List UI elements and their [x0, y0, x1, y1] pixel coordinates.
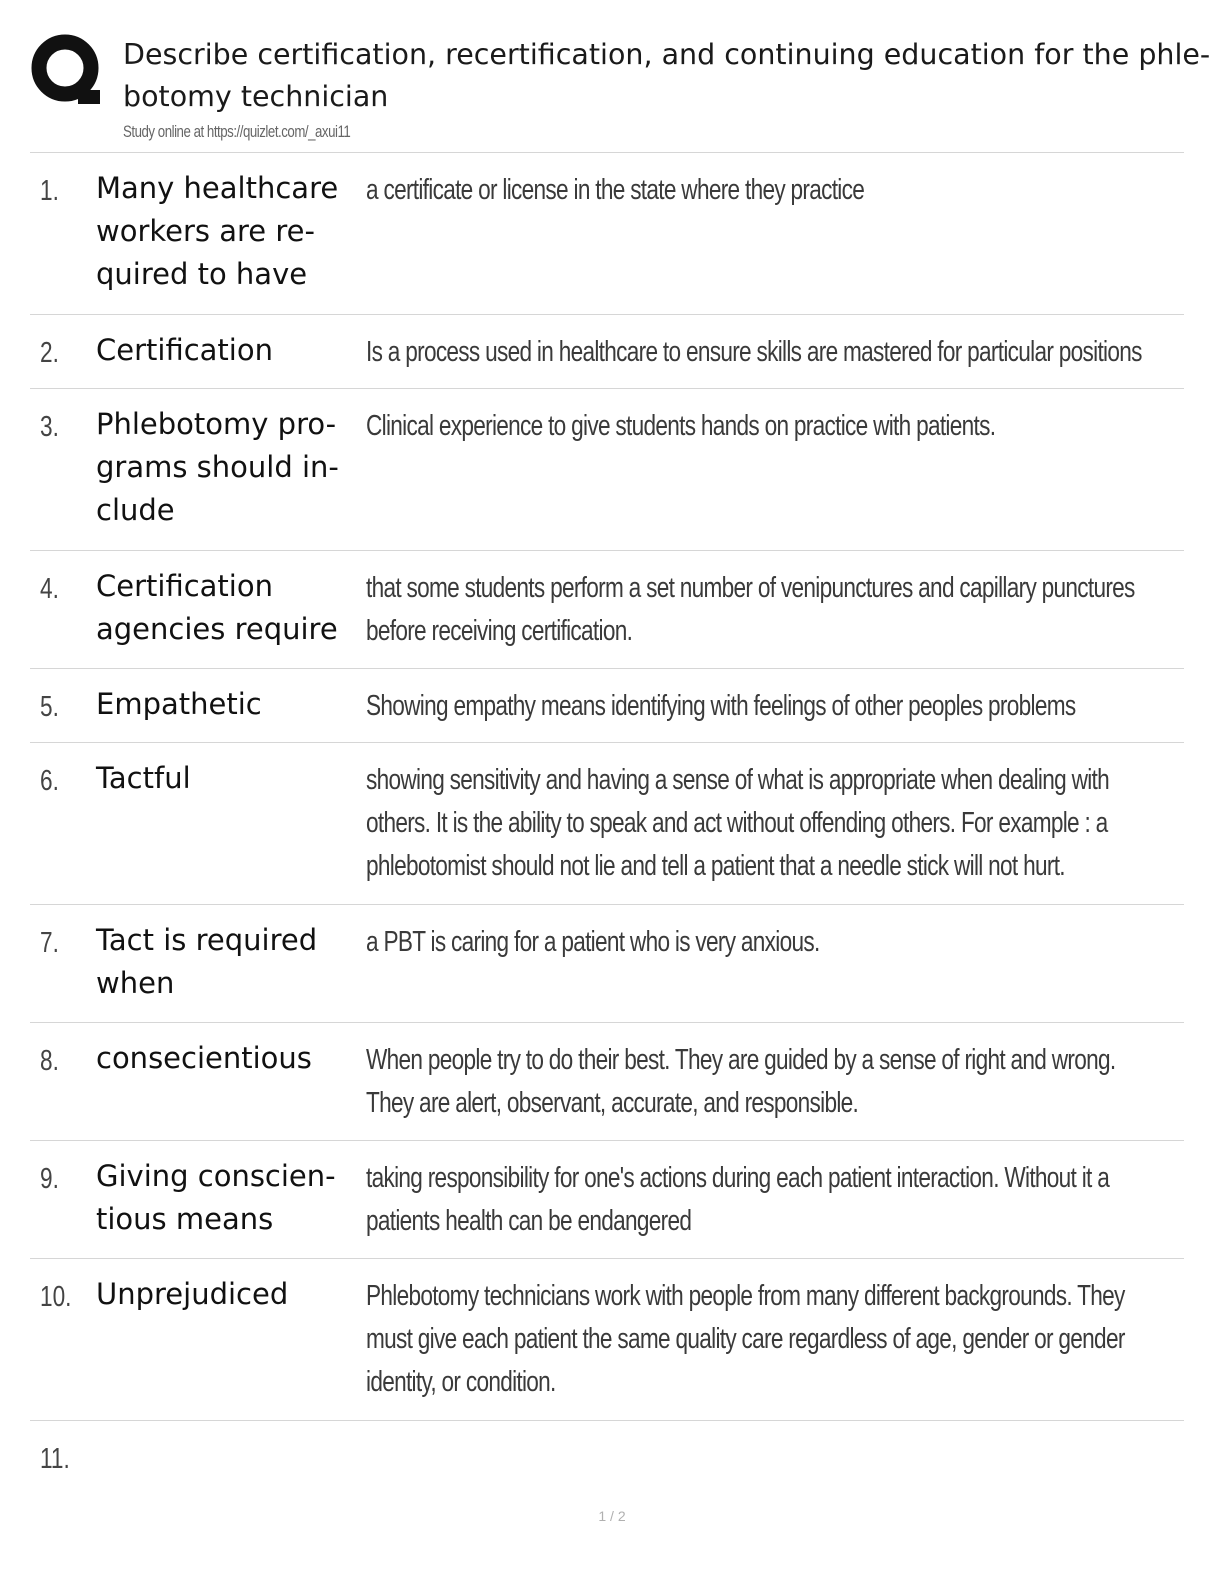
card-definition-line: Phlebotomy technicians work with people from many different backgrounds. They — [366, 1280, 1125, 1312]
card-number: 11. — [40, 1443, 70, 1475]
card-definition — [366, 567, 1177, 653]
card-term-line: quired to have — [96, 257, 308, 291]
card-term-line: Tactful — [96, 761, 191, 795]
card-definition-line: showing sensitivity and having a sense of what is appropriate when dealing with — [366, 764, 1110, 796]
card-definition-line: a PBT is caring for a patient who is very anxious. — [366, 926, 820, 958]
card-definition-line: Showing empathy means identifying with feelings of other peoples problems — [366, 690, 1076, 722]
card-definition — [366, 759, 1177, 888]
card-definition — [366, 331, 1177, 374]
card-term-line: tious means — [96, 1202, 274, 1236]
card-term — [96, 757, 352, 800]
card-definition-line: a certificate or license in the state where they practice — [366, 174, 865, 206]
card-definition — [366, 405, 1177, 448]
card-term — [96, 329, 352, 372]
card-number: 5. — [40, 691, 59, 723]
card-term-line: grams should in- — [96, 450, 339, 484]
flashcard-row — [30, 669, 1184, 743]
card-term-line: Tact is required — [96, 923, 318, 957]
card-number: 10. — [40, 1281, 72, 1313]
card-term-line: Empathetic — [96, 687, 262, 721]
card-term — [96, 565, 352, 651]
card-definition — [366, 1157, 1177, 1243]
card-number: 3. — [40, 411, 59, 443]
card-number: 6. — [40, 765, 59, 797]
flashcard-row — [30, 905, 1184, 1023]
flashcard-row — [30, 743, 1184, 905]
card-definition-line: taking responsibility for one's actions during each patient interaction. Without it a — [366, 1162, 1110, 1194]
flashcard-row — [30, 1023, 1184, 1141]
card-term-line: Many healthcare — [96, 171, 339, 205]
card-definition-line: phlebotomist should not lie and tell a patient that a needle stick will not hurt. — [366, 850, 1065, 882]
page-title — [123, 34, 1213, 118]
card-definition-line: Is a process used in healthcare to ensure skills are mastered for particular positions — [366, 336, 1142, 368]
study-online-link[interactable]: Study online at https://quizlet.com/_axui11 — [123, 122, 351, 141]
flashcard-row — [30, 389, 1184, 551]
card-definition-line: When people try to do their best. They are guided by a sense of right and wrong. — [366, 1044, 1116, 1076]
flashcard-row — [30, 153, 1184, 315]
card-number: 2. — [40, 337, 59, 369]
card-term-line: Certification — [96, 333, 273, 367]
flashcard-list — [30, 152, 1184, 1501]
card-term — [96, 1037, 352, 1080]
card-definition-line: patients health can be endangered — [366, 1205, 692, 1237]
card-term-line: consecientious — [96, 1041, 312, 1075]
card-definition — [366, 685, 1177, 728]
flashcard-row — [30, 551, 1184, 669]
card-term — [96, 1273, 352, 1316]
card-definition — [366, 1275, 1177, 1404]
card-term — [96, 1155, 352, 1241]
quizlet-q-logo-icon — [30, 32, 102, 108]
card-definition-line: They are alert, observant, accurate, and responsible. — [366, 1087, 859, 1119]
card-term-line: workers are re- — [96, 214, 315, 248]
card-definition — [366, 169, 1177, 212]
card-term — [96, 683, 352, 726]
title-line: Describe certification, recertification, and continuing education for the phle- — [123, 38, 1211, 71]
card-number: 8. — [40, 1045, 59, 1077]
flashcard-row — [30, 1141, 1184, 1259]
card-term-line: when — [96, 966, 175, 1000]
card-definition-line: must give each patient the same quality care regardless of age, gender or gender — [366, 1323, 1125, 1355]
card-definition-line: identity, or condition. — [366, 1366, 556, 1398]
card-number: 9. — [40, 1163, 59, 1195]
card-term-line: agencies require — [96, 612, 338, 646]
card-definition-line: before receiving certification. — [366, 615, 633, 647]
card-definition-line: others. It is the ability to speak and act without offending others. For example : a — [366, 807, 1108, 839]
card-term — [96, 919, 352, 1005]
card-term-line: Giving conscien- — [96, 1159, 336, 1193]
card-definition — [366, 921, 1177, 964]
card-number: 1. — [40, 175, 59, 207]
card-definition-line: Clinical experience to give students hands on practice with patients. — [366, 410, 996, 442]
card-term-line: clude — [96, 493, 175, 527]
page-number: 1 / 2 — [598, 1508, 626, 1524]
card-number: 7. — [40, 927, 59, 959]
card-definition-line: that some students perform a set number of venipunctures and capillary punctures — [366, 572, 1135, 604]
flashcard-row — [30, 315, 1184, 389]
card-term-line: Phlebotomy pro- — [96, 407, 337, 441]
card-term-line: Unprejudiced — [96, 1277, 289, 1311]
title-line: botomy technician — [123, 80, 389, 113]
card-definition — [366, 1039, 1177, 1125]
card-number: 4. — [40, 573, 59, 605]
flashcard-row — [30, 1421, 1184, 1501]
flashcard-row — [30, 1259, 1184, 1421]
card-term — [96, 403, 352, 532]
card-term — [96, 167, 352, 296]
card-term-line: Certification — [96, 569, 273, 603]
